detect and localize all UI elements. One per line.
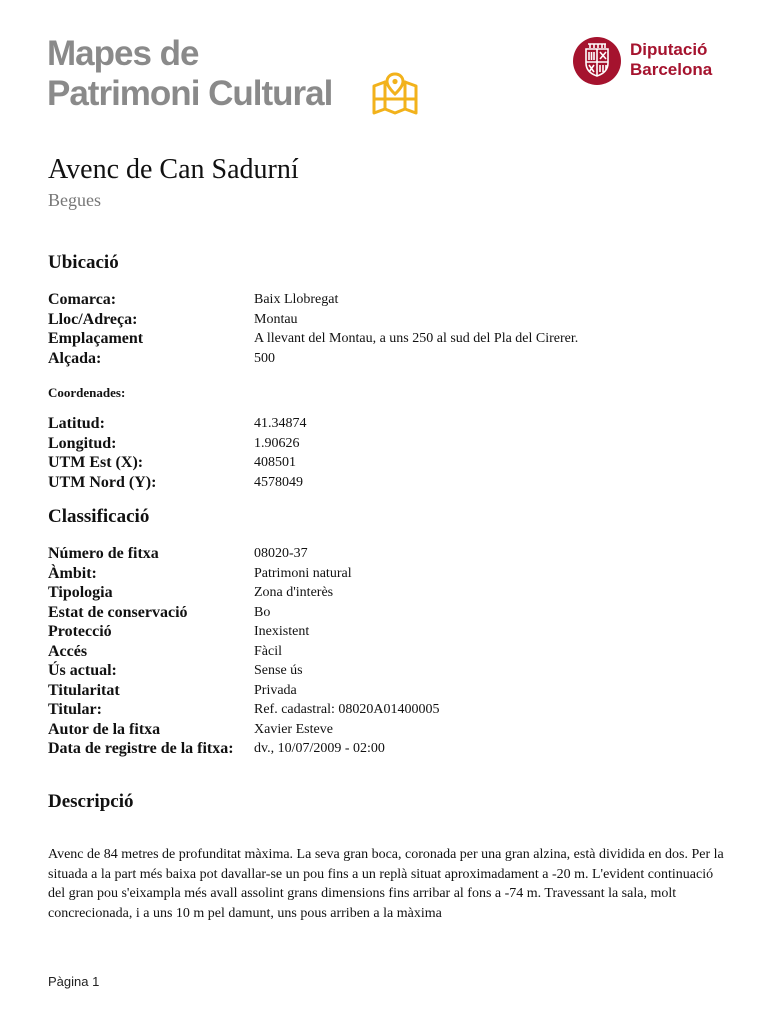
app-title xyxy=(47,34,332,114)
app-title-line-2: Patrimoni Cultural xyxy=(47,74,333,113)
field-row xyxy=(48,310,728,330)
field-row xyxy=(48,583,728,603)
field-label: UTM Est (X): xyxy=(48,454,144,471)
record-municipality: Begues xyxy=(48,190,101,210)
coordinates-heading: Coordenades: xyxy=(48,385,126,400)
field-row xyxy=(48,661,728,681)
page-number: Pàgina 1 xyxy=(48,974,100,989)
field-label: Accés xyxy=(48,642,88,660)
field-label: Latitud: xyxy=(48,415,105,432)
brand-name xyxy=(630,40,712,80)
field-label: Longitud: xyxy=(48,434,117,452)
field-value: Zona d'interès xyxy=(254,585,334,600)
field-value: Bo xyxy=(254,604,271,620)
record-title: Avenc de Can Sadurní xyxy=(48,154,299,185)
section-heading-ubicacio: Ubicació xyxy=(48,252,119,273)
field-row xyxy=(48,700,728,720)
field-label: Titularitat xyxy=(48,681,120,699)
field-row xyxy=(48,564,728,584)
field-label: Comarca: xyxy=(48,291,117,308)
field-label: Emplaçament xyxy=(48,330,144,347)
section-heading-descripcio: Descripció xyxy=(48,791,134,812)
field-value: Montau xyxy=(254,311,298,327)
field-value: 1.90626 xyxy=(254,435,300,451)
field-label: Lloc/Adreça: xyxy=(48,310,138,328)
field-label: Àmbit: xyxy=(48,564,97,582)
ubicacio-fields xyxy=(48,290,728,368)
field-value: dv., 10/07/2009 - 02:00 xyxy=(254,741,385,756)
field-row xyxy=(48,434,728,454)
field-label: Titular: xyxy=(48,701,102,718)
field-row xyxy=(48,349,728,369)
field-label: Autor de la fitxa xyxy=(48,720,161,738)
field-label: Alçada: xyxy=(48,349,102,367)
field-value: 4578049 xyxy=(254,474,303,490)
field-label: Tipologia xyxy=(48,584,113,601)
field-row xyxy=(48,329,728,349)
field-row xyxy=(48,642,728,662)
field-value: Patrimoni natural xyxy=(254,565,352,581)
brand-logo xyxy=(572,36,732,86)
field-value: 08020-37 xyxy=(254,546,308,561)
field-row xyxy=(48,453,728,473)
app-title-line-1: Mapes de xyxy=(47,34,199,73)
field-label: Data de registre de la fitxa: xyxy=(48,740,234,757)
diputacio-barcelona-logo xyxy=(572,36,622,86)
field-value: 41.34874 xyxy=(254,416,307,431)
field-value: Fàcil xyxy=(254,643,282,659)
section-heading-classificacio: Classificació xyxy=(48,506,150,527)
field-label: Ús actual: xyxy=(48,662,117,679)
field-value: Inexistent xyxy=(254,624,310,639)
classificacio-fields xyxy=(48,544,728,759)
description-text: Avenc de 84 metres de profunditat màxima. La seva gran boca, coronada per una gran alzina, està dividida en dos. Per la situada a la part més baixa pot davallar-se un pou fins a un replà situat aproximadament a -20 m. L'evident continuació del gran pou s'eixampla més avall assolint grans dimensions fins arribar al fons a -74 m. Travessant la sala, molt concrecionada, i a uns 10 m pel damunt, uns pous arriben a la màxima xyxy=(48,847,724,921)
field-value: Sense ús xyxy=(254,663,303,678)
coordinate-fields xyxy=(48,414,728,492)
field-value: Privada xyxy=(254,682,297,698)
field-value: 500 xyxy=(254,350,275,366)
field-row xyxy=(48,603,728,623)
field-row xyxy=(48,739,728,759)
field-row xyxy=(48,622,728,642)
field-value: Xavier Esteve xyxy=(254,721,333,737)
field-value: Baix Llobregat xyxy=(254,292,339,307)
field-row xyxy=(48,473,728,493)
field-label: Protecció xyxy=(48,623,112,640)
field-row xyxy=(48,544,728,564)
field-row xyxy=(48,681,728,701)
field-value: A llevant del Montau, a uns 250 al sud del Pla del Cirerer. xyxy=(254,331,579,346)
field-label: Número de fitxa xyxy=(48,545,159,562)
field-row xyxy=(48,290,728,310)
field-row xyxy=(48,414,728,434)
field-label: Estat de conservació xyxy=(48,603,188,621)
field-value: 408501 xyxy=(254,455,296,470)
folded-map-pin-icon xyxy=(371,72,419,116)
brand-name-line-2: Barcelona xyxy=(630,60,713,79)
field-value: Ref. cadastral: 08020A01400005 xyxy=(254,702,440,717)
brand-name-line-1: Diputació xyxy=(630,40,708,59)
field-row xyxy=(48,720,728,740)
field-label: UTM Nord (Y): xyxy=(48,473,157,491)
